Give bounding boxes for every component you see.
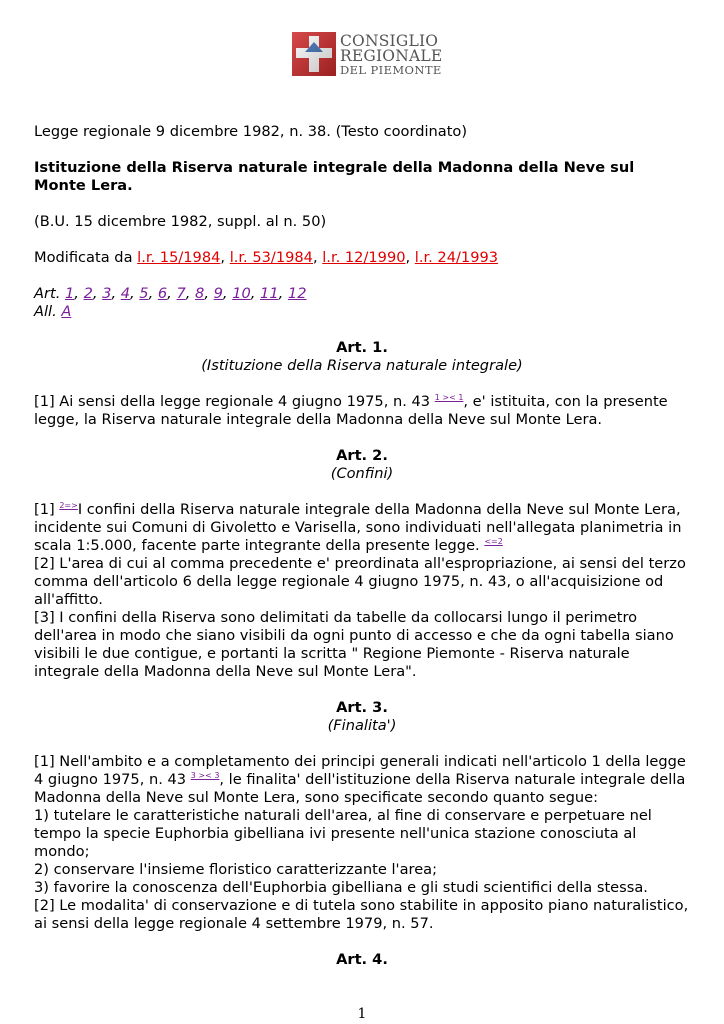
article-3-paragraph-2: [2] Le modalita' di conservazione e di tutela sono stabilite in apposito piano naturalistico, ai sensi della legge regionale 4 settembre 1979, n. 57. — [34, 897, 689, 932]
article-3-list-item-1: 1) tutelare le caratteristiche naturali dell'area, al fine di conservare e perpetuare nel tempo la specie Euphorbia gibelliana ivi presente nell'unica stazione conosciuta al mondo; — [34, 807, 652, 860]
art-link-10[interactable]: 10 — [232, 285, 251, 302]
document-body — [34, 123, 690, 969]
art-link-1[interactable]: 1 — [64, 285, 75, 302]
article-3-heading: Art. 3. — [336, 699, 388, 716]
art-link-2[interactable]: 2 — [83, 285, 93, 302]
annex-link-a[interactable]: A — [61, 303, 72, 320]
art-link-11[interactable]: 11 — [260, 285, 279, 302]
article-2-paragraph-2: [2] L'area di cui al comma precedente e' preordinata all'espropriazione, ai sensi del terzo comma dell'articolo 6 della legge regionale 4 giugno 1975, n. 43, o all'acquisizione od all'affitto. — [34, 555, 686, 608]
art-link-9[interactable]: 9 — [213, 285, 223, 302]
logo-line-1: CONSIGLIO — [340, 32, 439, 50]
logo-line-2: REGIONALE — [340, 47, 443, 65]
law-subject: Istituzione della Riserva naturale integrale della Madonna della Neve sul Monte Lera. — [34, 159, 635, 194]
art-link-5[interactable]: 5 — [139, 285, 149, 302]
note-link-2-close[interactable]: <=2 — [484, 537, 503, 546]
annex-index: All. A — [34, 303, 72, 320]
article-3-list-item-3: 3) favorire la conoscenza dell'Euphorbia gibelliana e gli studi scientifici della stessa. — [34, 879, 648, 896]
art-link-4[interactable]: 4 — [120, 285, 131, 302]
bulletin-reference: (B.U. 15 dicembre 1982, suppl. al n. 50) — [34, 213, 327, 230]
art-link-6[interactable]: 6 — [157, 285, 168, 302]
modified-by-link-1[interactable]: l.r. 15/1984 — [137, 249, 221, 266]
page-number: 1 — [357, 1006, 367, 1022]
art-link-12[interactable]: 12 — [287, 285, 307, 302]
law-title: Legge regionale 9 dicembre 1982, n. 38. (Testo coordinato) — [34, 123, 468, 140]
modified-by-link-3[interactable]: l.r. 12/1990 — [322, 249, 406, 266]
art-link-7[interactable]: 7 — [176, 285, 186, 302]
article-2-paragraph-1: [1] $^{2=>}$I confini della Riserva naturale integrale della Madonna della Neve sul Monte Lera, incidente sui Comuni di Givoletto e Varisella, sono individuati nell'allegata planimetria in scala 1:5.000, facente parte integrante della presente legge. $^{<=2}$ — [34, 501, 682, 554]
article-1-title: (Istituzione della Riserva naturale integrale) — [201, 357, 523, 374]
note-link-2-open[interactable]: 2=> — [59, 501, 78, 510]
article-3-paragraph-1: [1] Nell'ambito e a completamento dei principi generali indicati nell'articolo 1 della legge 4 giugno 1975, n. 43 $^{3 >< 3}$, le finalita' dell'istituzione della Riserva naturale integrale della Madonna della Neve sul Monte Lera, sono specificate secondo quanto segue: — [34, 753, 686, 806]
article-1-paragraph-1: [1] Ai sensi della legge regionale 4 giugno 1975, n. 43 $^{1 >< 1}$, e' istituita, con la presente legge, la Riserva naturale integrale della Madonna della Neve sul Monte Lera. — [34, 393, 668, 428]
note-link-1[interactable]: 1 >< 1 — [434, 393, 464, 402]
article-2-heading: Art. 2. — [336, 447, 388, 464]
article-3-title: (Finalita') — [327, 717, 397, 734]
modified-by-line: Modificata da l.r. 15/1984, l.r. 53/1984, l.r. 12/1990, l.r. 24/1993 — [34, 249, 499, 266]
article-4-heading: Art. 4. — [336, 951, 388, 968]
modified-by-link-2[interactable]: l.r. 53/1984 — [229, 249, 313, 266]
article-3-list-item-2: 2) conservare l'insieme floristico caratterizzante l'area; — [34, 861, 438, 878]
logo-line-3: DEL PIEMONTE — [340, 63, 442, 77]
modified-by-link-4[interactable]: l.r. 24/1993 — [414, 249, 499, 266]
piemonte-crest-icon — [292, 32, 336, 76]
article-1-heading: Art. 1. — [336, 339, 388, 356]
article-2-title: (Confini) — [330, 465, 394, 482]
consiglio-regionale-logo — [292, 32, 443, 78]
article-2-paragraph-3: [3] I confini della Riserva sono delimitati da tabelle da collocarsi lungo il perimetro dell'area in modo che siano visibili da ogni punto di accesso e che da ogni tabella siano visibili le due contigue, e portanti la scritta " Regione Piemonte - Riserva naturale integrale della Madonna della Neve sul Monte Lera". — [34, 609, 674, 680]
art-link-8[interactable]: 8 — [195, 285, 205, 302]
art-link-3[interactable]: 3 — [102, 285, 112, 302]
article-index: Art. 1, 2, 3, 4, 5, 6, 7, 8, 9, 10, 11, 12 — [34, 285, 307, 302]
note-link-3[interactable]: 3 >< 3 — [190, 771, 220, 780]
